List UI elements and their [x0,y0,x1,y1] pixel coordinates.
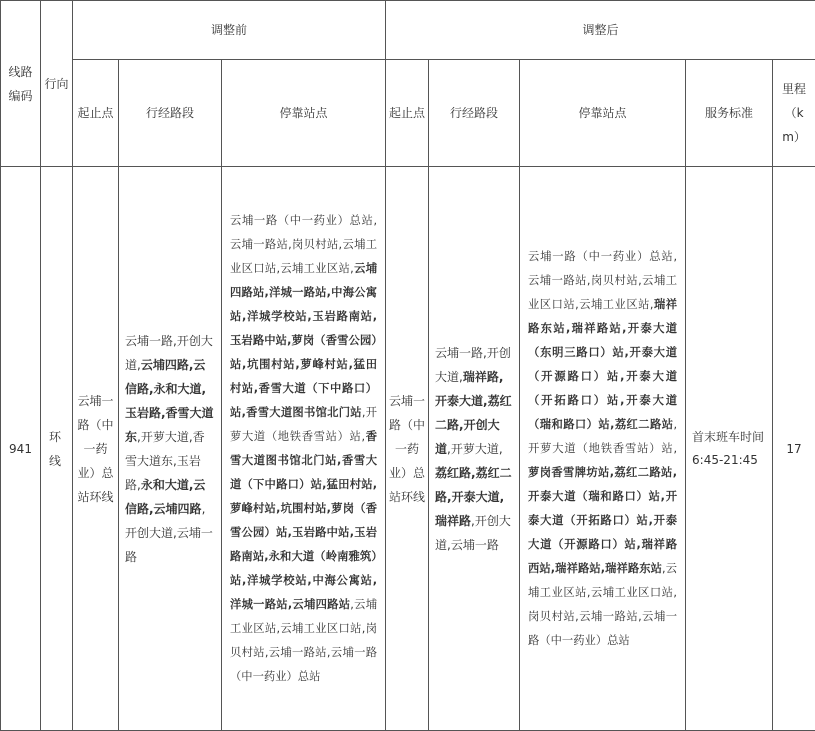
cell-before-stops [222,167,386,731]
text-segment: ,云埔工业区站,云埔工业区口站,岗贝村站,云埔一路站,云埔一路（中一药业）总站 [230,597,378,683]
text-segment: ,云埔工业区站,云埔工业区口站,岗贝村站,云埔一路站,云埔一路（中一药业）总站 [528,561,678,647]
changed-segment: 香雪大道图书馆北门站,香雪大道（下中路口）站,猛田村站,萝峰村站,坑围村站,萝岗（香雪公园）站,玉岩路中站,玉岩路南站,永和大道（岭南雅筑）站,洋城学校站,中海公寓站,洋城一路站,云埔四路站 [230,429,378,611]
header-mileage: 里程（km） [773,60,815,167]
header-before-route-path: 行经路段 [119,60,222,167]
cell-direction: 环线 [41,167,73,731]
header-direction: 行向 [41,1,73,167]
header-line-code: 线路编码 [1,1,41,167]
header-after: 调整后 [386,1,815,60]
text-segment: ,开萝大道,香雪大道东,玉岩路, [125,429,205,492]
changed-segment: 瑞祥路,开泰大道,荔红二路,开创大道 [435,369,512,456]
text-segment: 云埔一路,开创大道, [435,345,511,384]
changed-segment: 云埔四路,云信路,永和大道,玉岩路,香雪大道东 [125,357,214,444]
header-before-stops: 停靠站点 [222,60,386,167]
cell-after-stops [520,167,686,731]
changed-segment: 瑞祥路东站,瑞祥路站,开泰大道（东明三路口）站,开泰大道（开源路口）站,开泰大道（开拓路口）站,开泰大道（瑞和路口）站,荔红二路站 [528,297,678,431]
text-segment: ,开萝大道, [447,441,503,456]
cell-after-endpoints: 云埔一路（中一药业）总站环线 [386,167,429,731]
text-segment: ,开萝大道（地铁香雪站）站, [528,417,678,455]
text-segment: 云埔一路,开创大道, [125,333,213,372]
cell-after-route-path [429,167,520,731]
header-service: 服务标准 [686,60,773,167]
header-after-endpoints: 起止点 [386,60,429,167]
header-before: 调整前 [73,1,386,60]
header-after-route-path: 行经路段 [429,60,520,167]
header-after-stops: 停靠站点 [520,60,686,167]
changed-segment: 永和大道,云信路,云埔四路 [125,477,206,516]
cell-service: 首末班车时间 6:45-21:45 [686,167,773,731]
changed-segment: 萝岗香雪牌坊站,荔红二路站,开泰大道（瑞和路口）站,开泰大道（开拓路口）站,开泰大道（开源路口）站,瑞祥路西站,瑞祥路站,瑞祥路东站 [528,465,678,575]
cell-mileage: 17 [773,167,815,731]
text-segment: 云埔一路（中一药业）总站,云埔一路站,岗贝村站,云埔工业区口站,云埔工业区站, [528,249,678,311]
cell-before-endpoints: 云埔一路（中一药业）总站环线 [73,167,119,731]
header-before-endpoints: 起止点 [73,60,119,167]
text-segment: ,开创大道,云埔一路 [435,513,511,552]
cell-line-code: 941 [1,167,41,731]
changed-segment: 荔红路,荔红二路,开泰大道,瑞祥路 [435,465,512,528]
cell-before-route-path [119,167,222,731]
text-segment: 云埔一路（中一药业）总站,云埔一路站,岗贝村站,云埔工业区口站,云埔工业区站, [230,213,378,275]
text-segment: ,开创大道,云埔一路 [125,501,213,564]
changed-segment: 云埔四路站,洋城一路站,中海公寓站,洋城学校站,玉岩路南站,玉岩路中站,萝岗（香雪公园）站,坑围村站,萝峰村站,猛田村站,香雪大道（下中路口）站,香雪大道图书馆北门站 [230,261,378,419]
text-segment: ,开萝大道（地铁香雪站）站, [230,405,378,443]
